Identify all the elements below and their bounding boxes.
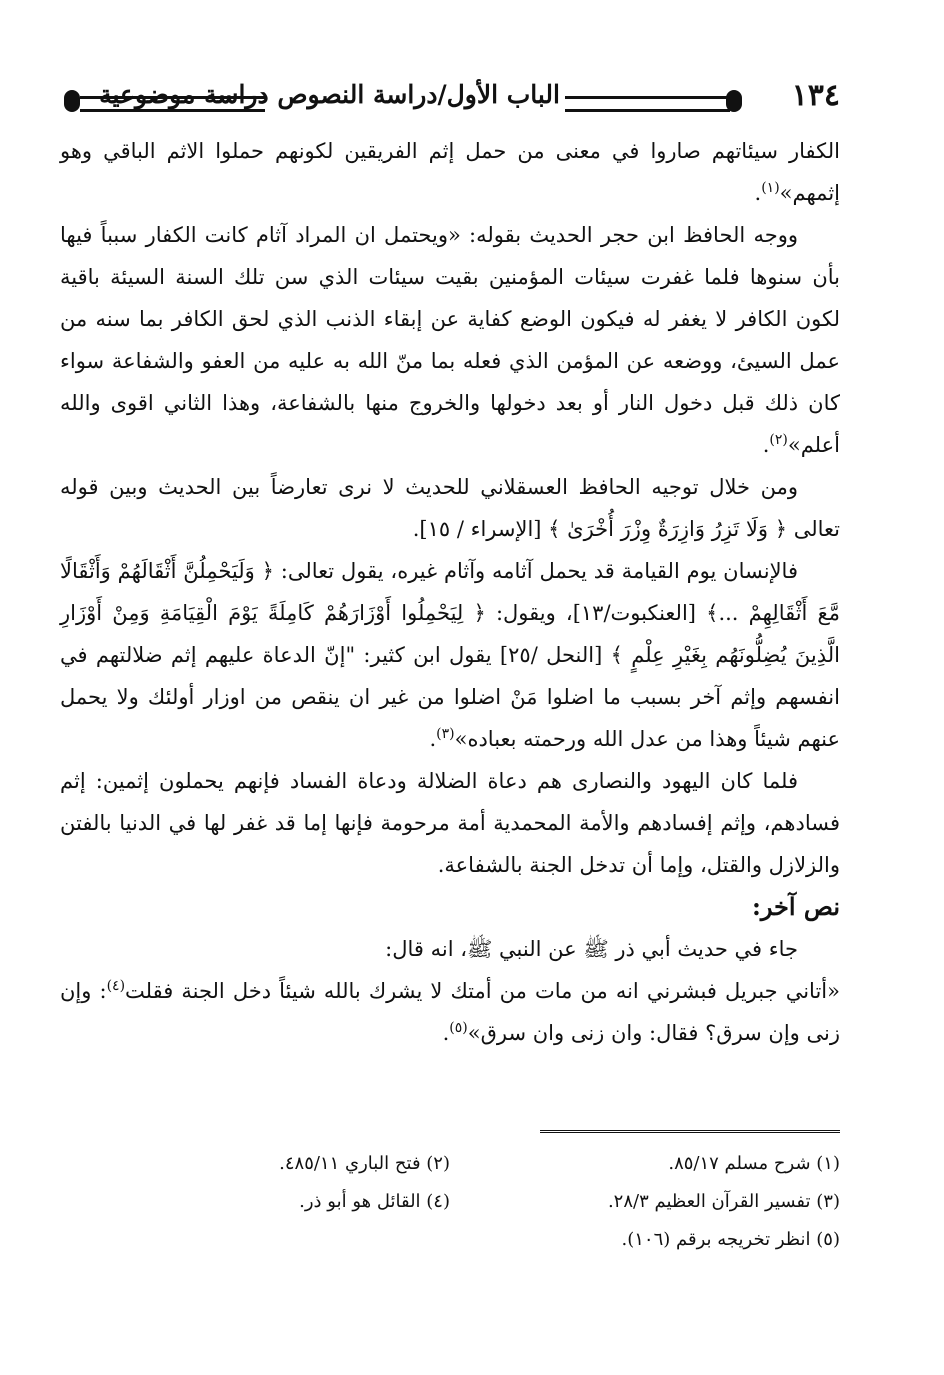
paragraph-end: . [762, 433, 770, 457]
running-title: الباب الأول/دراسة النصوص دراسة موضوعية [99, 80, 560, 109]
paragraph-text: فالإنسان يوم القيامة قد يحمل آثامه وآثام غيره، يقول تعالى: ﴿ وَلَيَحْمِلُنَّ أَثْقَالَهُمْ وَأَثْقَالًا مَّعَ أَثْقَالِهِمْ ...﴾ [العنكبوت/١٣]، ويقول: ﴿ لِيَحْمِلُوا أَوْزَارَهُمْ كَامِلَةً يَوْمَ الْقِيَامَةِ وَمِنْ أَوْزَارِ الَّذِينَ يُضِلُّونَهُم بِغَيْرِ عِلْمٍ ﴾ [النحل /٢٥] يقول ابن كثير: "إنّ الدعاة عليهم إثم ضلالتهم في انفسهم وإثم آخر بسبب ما اضلوا مَنْ اضلوا من غير ان ينقص من اوزار أولئك ولا يحمل عنهم شيئاً وهذا من عدل الله ورحمته بعباده» [60, 559, 840, 751]
footnotes [60, 1145, 840, 1259]
paragraph-end: . [754, 181, 762, 205]
footnote-ref: (١) [761, 180, 780, 196]
paragraph-text: الكفار سيئاتهم صاروا في معنى من حمل إثم الفريقين لكونهم حملوا الاثم الباقي وهو إثمهم» [60, 139, 840, 205]
footnote-1: (١) شرح مسلم ٨٥/١٧. [668, 1153, 840, 1174]
paragraph-text: ومن خلال توجيه الحافظ العسقلاني للحديث لا نرى تعارضاً بين الحديث وبين قوله تعالى ﴿ وَلَا تَزِرُ وَازِرَةٌ وِزْرَ أُخْرَىٰ ﴾ [الإسراء / ١٥]. [60, 475, 840, 541]
paragraph-text: فلما كان اليهود والنصارى هم دعاة الضلالة ودعاة الفساد فإنهم يحملون إثمين: إثم فسادهم، وإثم إفسادهم والأمة المحمدية أمة مرحومة فإنها إما قد غفر لها في الدنيا بالفتن والزلازل والقتل، وإما أن تدخل الجنة بالشفاعة. [60, 769, 840, 877]
footnote-ref: (٢) [769, 432, 788, 448]
paragraph-text: «أتاني جبريل فبشرني انه من مات من أمتك لا يشرك بالله شيئاً دخل الجنة فقلت [125, 979, 840, 1003]
paragraph-text: ووجه الحافظ ابن حجر الحديث بقوله: «ويحتمل ان المراد آثام كانت الكفار سبباً فيها بأن سنوها فلما غفرت سيئات المؤمنين بقيت سيئات الذي سن تلك السنة السيئة باقية لكون الكافر لا يغفر له فيكون الوضع كفاية عن إبقاء الذنب الذي لحق الكافر بما سنه من عمل السيئ، ووضعه عن المؤمن الذي فعله بما منّ الله به عليه من العفو والشفاعة سواء كان ذلك قبل دخول النار أو بعد دخولها والخروج منها بالشفاعة، وهذا الثاني اقوى والله أعلم» [60, 223, 840, 457]
footnote-ref: (٣) [436, 726, 455, 742]
footnote-separator [540, 1130, 840, 1135]
footnote-3: (٣) تفسير القرآن العظيم ٢٨/٣. [607, 1191, 840, 1212]
section-subheading: نص آخر: [751, 892, 840, 921]
paragraph-end: . [442, 1021, 450, 1045]
paragraph-end: . [429, 727, 437, 751]
page-number: ١٣٤ [791, 78, 840, 113]
paragraph-text: : وإن زنى وإن سرق؟ فقال: وان زنى وان سرق» [60, 979, 840, 1045]
footnote-5: (٥) انظر تخريجه برقم (١٠٦). [621, 1229, 840, 1250]
footnote-row [60, 1183, 840, 1221]
footnote-4: (٤) القائل هو أبو ذر. [299, 1191, 450, 1212]
footnote-2: (٢) فتح الباري ٤٨٥/١١. [279, 1153, 450, 1174]
footnote-ref: (٥) [449, 1020, 468, 1036]
footnote-row [60, 1221, 840, 1259]
footnote-area [60, 0, 840, 1375]
paragraph-text: جاء في حديث أبي ذر ﷺ عن النبي ﷺ، انه قال: [385, 937, 798, 961]
footnote-ref: (٤) [106, 978, 126, 994]
footnote-row [60, 1145, 840, 1183]
